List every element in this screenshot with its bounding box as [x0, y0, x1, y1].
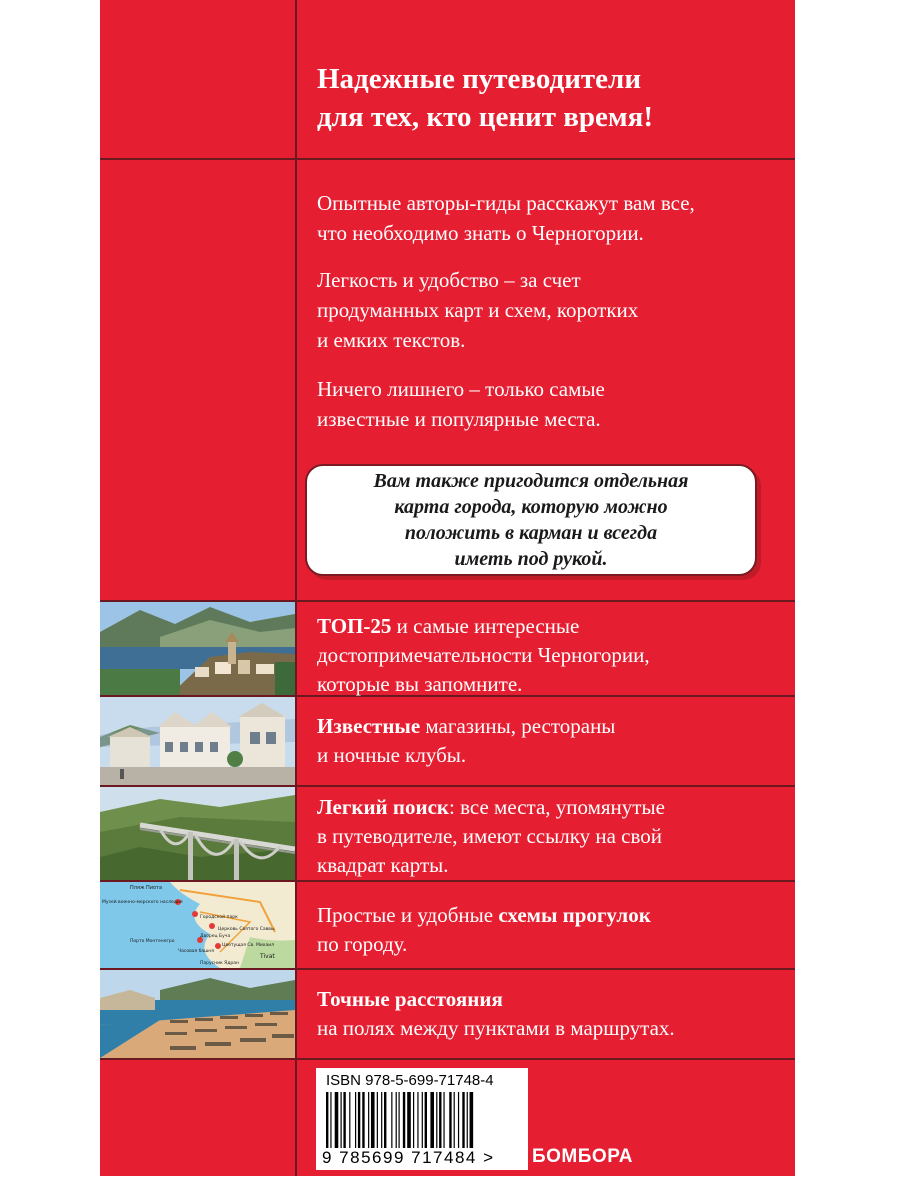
vertical-rule	[295, 0, 297, 1176]
text-line: Вам также пригодится отдельная	[373, 470, 689, 492]
headline-line: Надежные путеводители	[317, 63, 642, 95]
feature-highlight: ТОП-25	[317, 614, 392, 638]
feature-highlight: Легкий поиск	[317, 795, 450, 819]
isbn-digits: 9 785699 717484 >	[322, 1148, 495, 1167]
map-label: Порто Монтенегро	[130, 939, 175, 944]
feature-text: и самые интересные	[391, 614, 580, 638]
feature-text: : все места, упомянутые	[449, 795, 665, 819]
isbn-barcode-block	[316, 1068, 528, 1170]
barcode-icon	[326, 1092, 518, 1148]
text-line: Опытные авторы-гиды расскажут вам все,	[317, 191, 695, 215]
text-line: что необходимо знать о Черногории.	[317, 221, 644, 245]
feature-highlight: схемы прогулок	[498, 903, 651, 927]
text-line: карта города, которую можно	[394, 496, 668, 518]
kotor-bay-photo	[100, 602, 295, 695]
text-line: по городу.	[317, 932, 408, 956]
isbn-label: ISBN 978-5-699-71748-4	[326, 1072, 494, 1089]
feature-walking-routes	[317, 901, 787, 959]
feature-highlight: Известные	[317, 714, 421, 738]
intro-paragraph	[317, 188, 787, 248]
walking-map-thumbnail	[100, 882, 295, 968]
text-line: на полях между пунктами в маршрутах.	[317, 1016, 675, 1040]
text-line: которые вы запомните.	[317, 672, 523, 696]
divider	[100, 158, 795, 160]
bridge-photo	[100, 787, 295, 880]
map-label: Дворец Буча	[200, 934, 231, 939]
map-label: Цветущая Св. Михаил	[222, 943, 275, 948]
map-label: Музей военно-морского наследия	[102, 900, 183, 905]
city-map-callout	[305, 464, 757, 576]
headline	[317, 60, 787, 136]
headline-line: для тех, кто ценит время!	[317, 101, 653, 133]
book-back-cover	[100, 0, 795, 1176]
callout-text	[331, 468, 731, 572]
divider	[100, 1058, 795, 1060]
intro-paragraph	[317, 265, 787, 355]
text-line: достопримечательности Черногории,	[317, 643, 650, 667]
text-line: известные и популярные места.	[317, 407, 601, 431]
publisher-logo: БОМБОРА	[532, 1146, 633, 1167]
buildings-photo	[100, 697, 295, 785]
map-label: Городской парк	[200, 915, 238, 920]
map-label: Пляж Пиота	[130, 885, 163, 891]
feature-search	[317, 793, 787, 880]
feature-text: магазины, рестораны	[420, 714, 616, 738]
text-line: положить в карман и всегда	[404, 522, 658, 544]
text-line: Ничего лишнего – только самые	[317, 377, 605, 401]
map-label: Tivat	[260, 953, 275, 960]
text-line: в путеводителе, имеют ссылку на свой	[317, 824, 663, 848]
map-label: Церковь Святого Саввы	[218, 927, 275, 932]
feature-highlight: Точные расстояния	[317, 987, 503, 1011]
feature-text: Простые и удобные	[317, 903, 499, 927]
text-line: и ночные клубы.	[317, 743, 467, 767]
feature-top25	[317, 612, 787, 699]
map-label: Парусник Ядран	[200, 961, 239, 966]
text-line: Легкость и удобство – за счет	[317, 268, 581, 292]
text-line: квадрат карты.	[317, 853, 449, 877]
beach-photo	[100, 970, 295, 1058]
feature-distances	[317, 985, 787, 1043]
text-line: продуманных карт и схем, коротких	[317, 298, 639, 322]
text-line: и емких текстов.	[317, 328, 466, 352]
intro-paragraph	[317, 374, 787, 434]
feature-shops	[317, 712, 787, 770]
map-label: Часовая башня	[178, 949, 214, 954]
text-line: иметь под рукой.	[454, 548, 608, 570]
